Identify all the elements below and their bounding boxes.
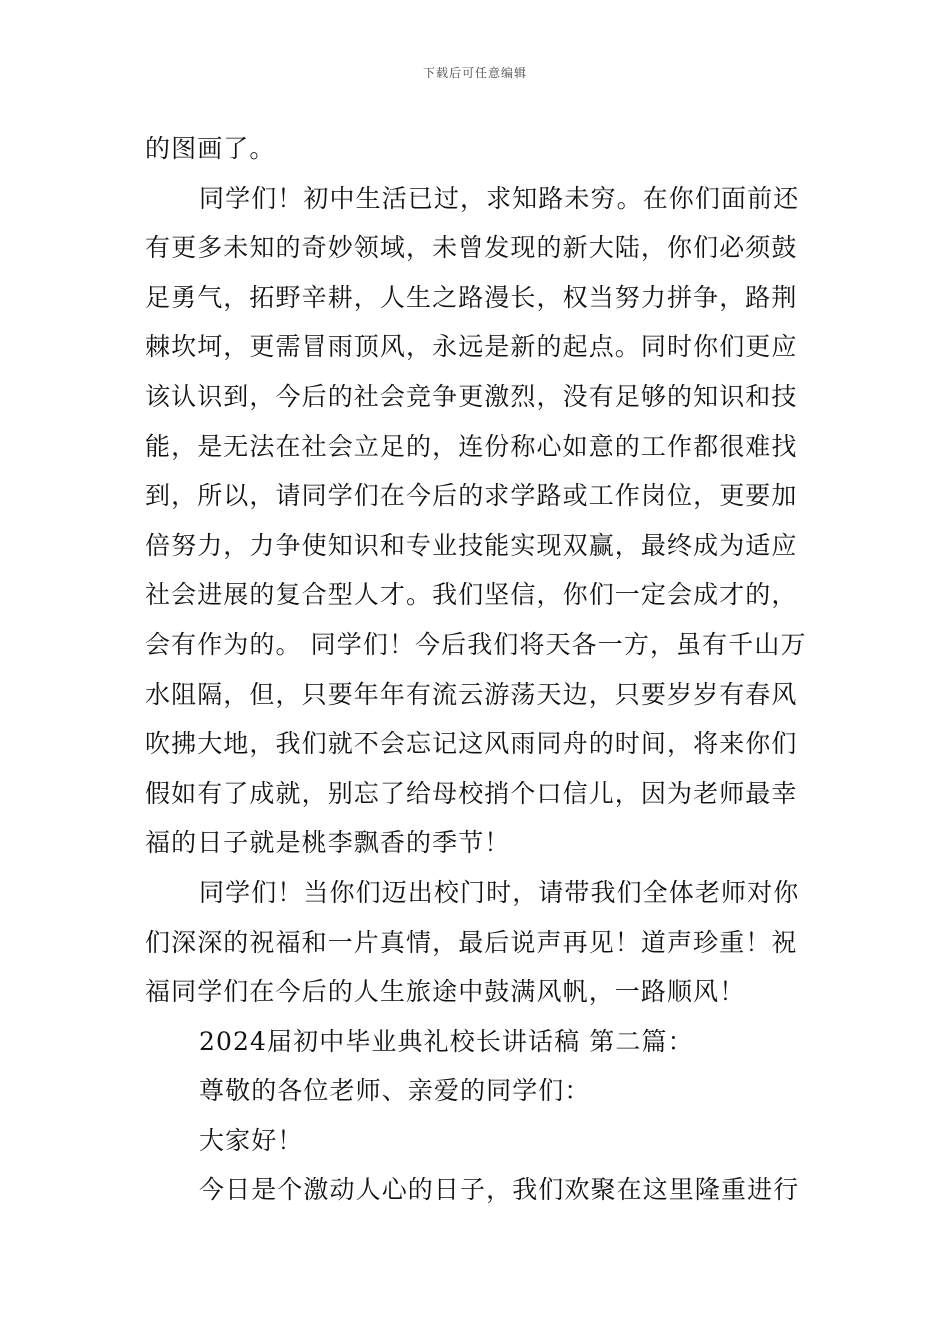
text-line: 会有作为的。 同学们！今后我们将天各一方，虽有千山万 bbox=[145, 629, 807, 659]
text-line: 同学们！当你们迈出校门时，请带我们全体老师对你 bbox=[199, 877, 800, 907]
text-line: 社会进展的复合型人才。我们坚信，你们一定会成才的， bbox=[145, 580, 798, 610]
text-line: 足勇气，拓野辛耕，人生之路漫长，权当努力拼争，路荆 bbox=[145, 282, 798, 312]
text-line: 福的日子就是桃李飘香的季节！ bbox=[145, 828, 511, 858]
text-line: 该认识到，今后的社会竞争更激烈，没有足够的知识和技 bbox=[145, 381, 798, 411]
text-line: 到，所以，请同学们在今后的求学路或工作岗位，更要加 bbox=[145, 481, 798, 511]
text-line: 吹拂大地，我们就不会忘记这风雨同舟的时间，将来你们 bbox=[145, 729, 798, 759]
document-body bbox=[145, 124, 807, 1215]
text-line: 能，是无法在社会立足的，连份称心如意的工作都很难找 bbox=[145, 431, 798, 461]
text-line: 棘坎坷，更需冒雨顶风，永远是新的起点。同时你们更应 bbox=[145, 332, 798, 362]
text-line: 同学们！初中生活已过，求知路未穷。在你们面前还 bbox=[199, 183, 800, 213]
text-line: 尊敬的各位老师、亲爱的同学们： bbox=[199, 1076, 591, 1106]
text-line: 今日是个激动人心的日子，我们欢聚在这里隆重进行 bbox=[199, 1175, 800, 1205]
page-header-note: 下载后可任意编辑 bbox=[422, 66, 527, 80]
text-line: 水阻隔，但，只要年年有流云游荡天边，只要岁岁有春风 bbox=[145, 679, 798, 709]
text-line: 们深深的祝福和一片真情，最后说声再见！道声珍重！祝 bbox=[145, 927, 798, 957]
text-line: 福同学们在今后的人生旅途中鼓满风帆，一路顺风！ bbox=[145, 977, 746, 1007]
text-line: 假如有了成就，别忘了给母校捎个口信儿，因为老师最幸 bbox=[145, 778, 798, 808]
text-line: 的图画了。 bbox=[145, 134, 276, 163]
text-line: 有更多未知的奇妙领域，未曾发现的新大陆，你们必须鼓 bbox=[145, 233, 798, 263]
text-line: 倍努力，力争使知识和专业技能实现双赢，最终成为适应 bbox=[145, 530, 798, 560]
text-line: 2024届初中毕业典礼校长讲话稿 第二篇： bbox=[199, 1026, 694, 1056]
text-line: 大家好！ bbox=[199, 1125, 304, 1155]
